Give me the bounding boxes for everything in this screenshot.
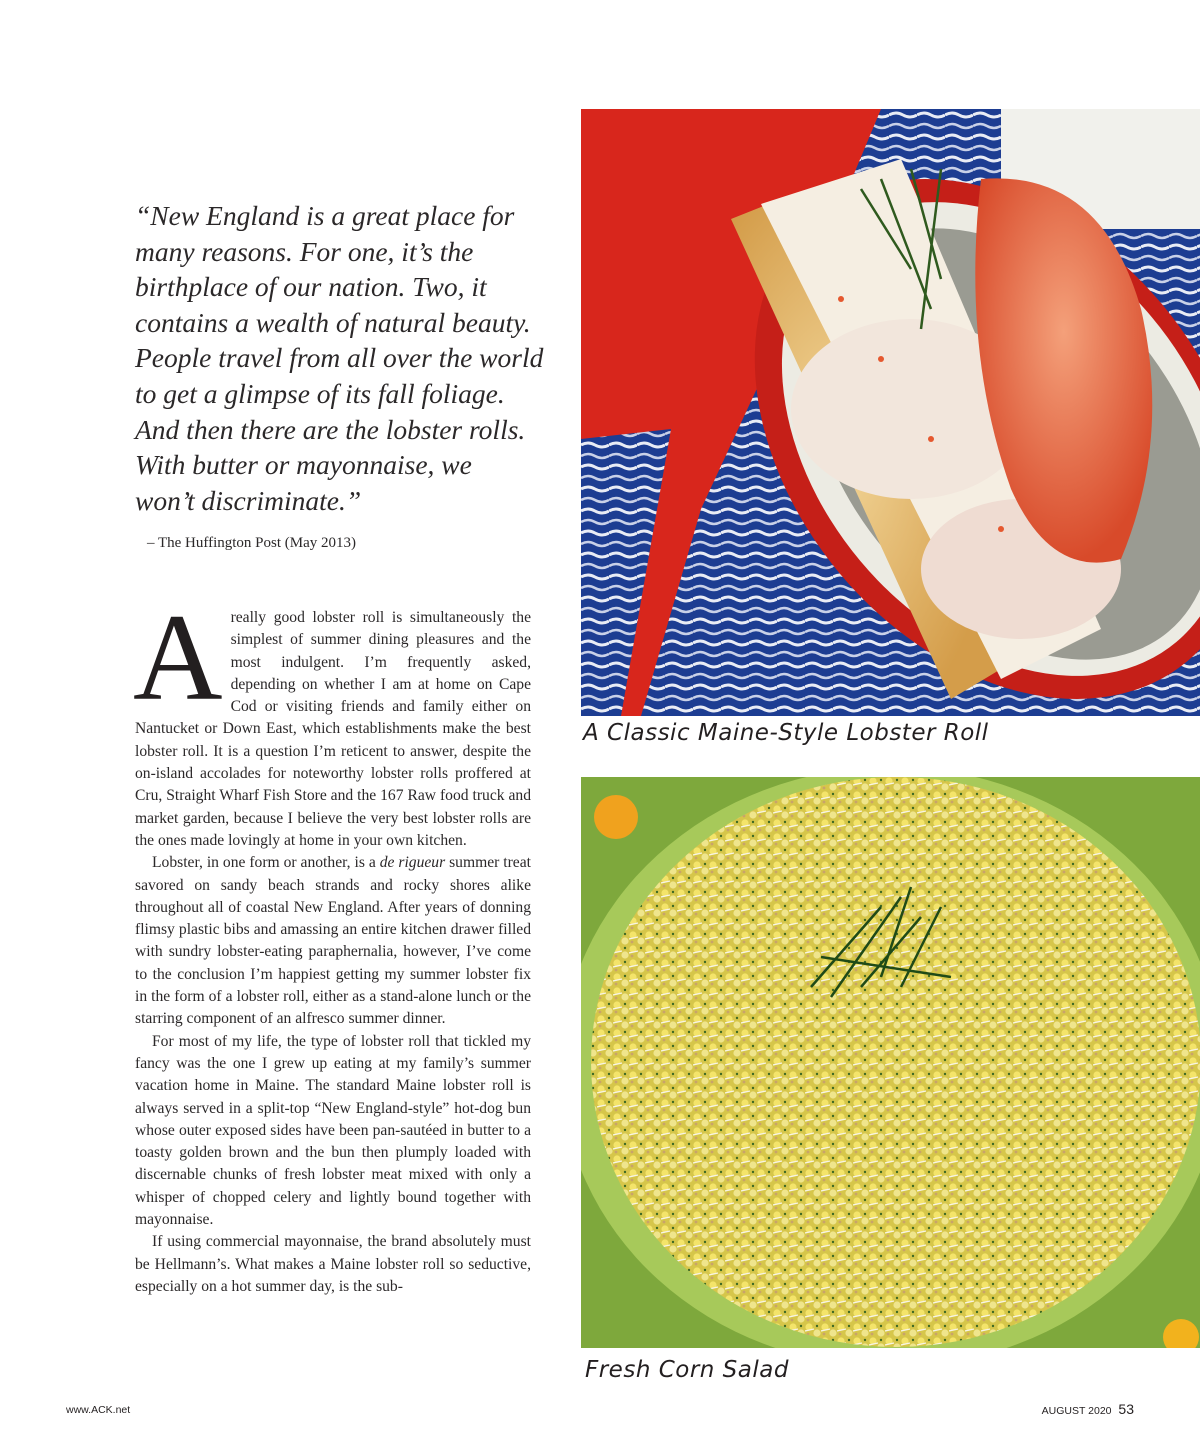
corn-salad-photo xyxy=(581,777,1200,1348)
lobster-roll-photo xyxy=(581,109,1200,716)
page-number: 53 xyxy=(1118,1401,1134,1417)
quote-line: “New England is a great place for xyxy=(135,200,515,231)
paragraph-4: If using commercial mayonnaise, the brand absolutely must be Hellmann’s. What makes a Maine lobster roll so seductive, especially on a hot summer day, is the sub- xyxy=(135,1233,531,1295)
paragraph-1-text: really good lobster roll is simultaneously the simplest of summer dining pleasures and the most indulgent. I’m frequently asked, depending on whether I am at home on Cape Cod or visiting friends and family either on Nantucket or Down East, which establishments make the best lobster roll. It is a question I’m reticent to answer, despite the on-island accolades for noteworthy lobster rolls proffered at Cru, Straight Wharf Fish Store and the 167 Raw food truck and market garden, because I believe the very best lobster rolls are the ones made lovingly at home in your own kitchen. xyxy=(135,609,531,849)
quote-line: to get a glimpse of its fall foliage. xyxy=(135,377,505,409)
paragraph-1 xyxy=(133,589,531,852)
lobster-roll-illustration xyxy=(581,109,1200,716)
quote-line: People travel from all over the world xyxy=(135,342,544,374)
paragraph-2-text-a: Lobster, in one form or another, is a xyxy=(152,854,380,872)
drop-cap: A xyxy=(133,589,223,726)
footer-website: www.ACK.net xyxy=(66,1404,131,1416)
quote-line: won’t discriminate.” xyxy=(135,484,362,516)
pull-quote xyxy=(135,198,555,518)
lobster-roll-caption: A Classic Maine-Style Lobster Roll xyxy=(583,720,989,746)
footer-folio xyxy=(1042,1401,1134,1417)
quote-line: contains a wealth of natural beauty. xyxy=(135,306,531,338)
quote-line: birthplace of our nation. Two, it xyxy=(135,271,487,303)
paragraph-2-italic: de rigueur xyxy=(379,854,446,872)
quote-line: many reasons. For one, it’s the xyxy=(135,235,474,267)
paragraph-2 xyxy=(135,852,531,1030)
quote-attribution: – The Huffington Post (May 2013) xyxy=(147,535,357,551)
paragraph-2-text-b: summer treat savored on sandy beach strands and rocky shores alike throughout all of coastal New England. After years of donning flimsy plastic bibs and amassing an entire kitchen drawer filled with sundry lobster-eating paraphernalia, however, I’ve come to the conclusion I’m happiest getting my summer lobster fix in the form of a lobster roll, either as a stand-alone lunch or the starring component of an alfresco summer dinner. xyxy=(135,854,531,1028)
paragraph-3: For most of my life, the type of lobster roll that tickled my fancy was the one I grew up eating at my family’s summer vacation home in Maine. The standard Maine lobster roll is always served in a split-top “New England-style” hot-dog bun whose outer exposed sides have been pan-sautéed in butter to a toasty golden brown and the bun then plumply loaded with discernable chunks of fresh lobster meat mixed with only a whisper of chopped celery and lightly bound together with mayonnaise. xyxy=(135,1032,531,1229)
quote-line: With butter or mayonnaise, we xyxy=(135,449,472,481)
footer-issue: AUGUST 2020 xyxy=(1041,1405,1112,1417)
quote-line: And then there are the lobster rolls. xyxy=(135,413,526,445)
corn-salad-illustration xyxy=(581,777,1200,1348)
corn-salad-caption: Fresh Corn Salad xyxy=(585,1357,789,1383)
article-body xyxy=(133,589,531,1298)
